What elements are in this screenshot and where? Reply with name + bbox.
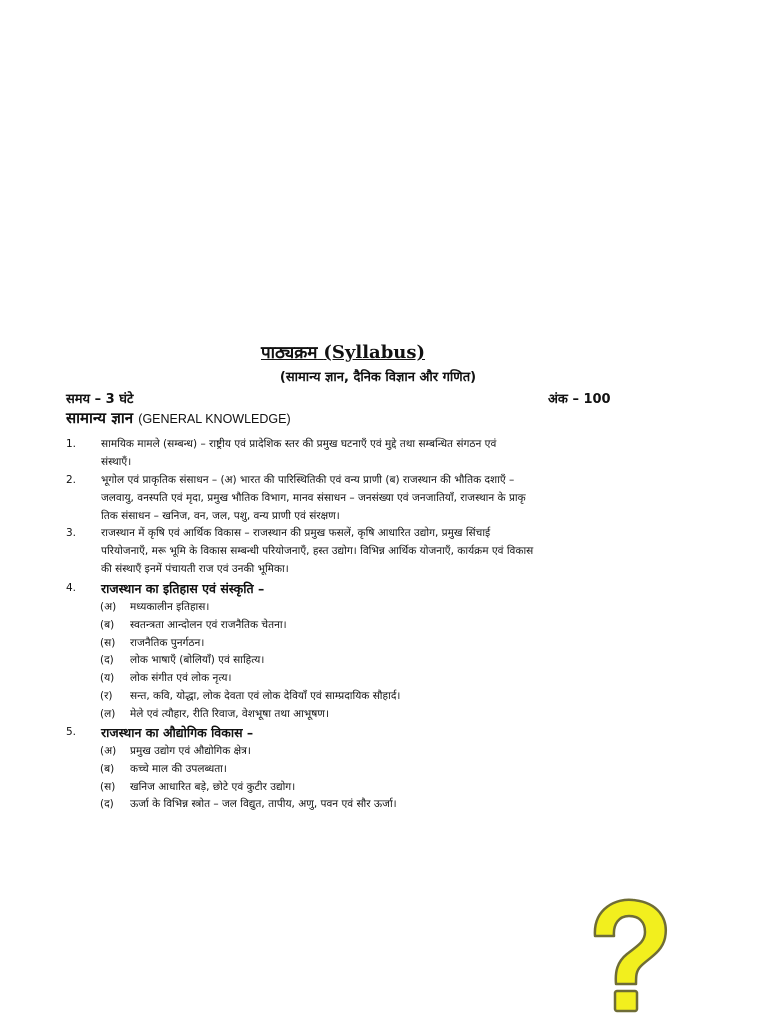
sub-item-label: (ब)	[100, 763, 115, 775]
sub-item-label: (अ)	[100, 601, 117, 613]
item-line: राजस्थान में कृषि एवं आर्थिक विकास – राजस्थान की प्रमुख फसलें, कृषि आधारित उद्योग, प्रमुख सिंचाई	[101, 527, 491, 539]
item-line: भूगोल एवं प्राकृतिक संसाधन – (अ) भारत की पारिस्थितिकी एवं वन्य प्राणी (ब) राजस्थान की भौतिक दशाएँ –	[101, 474, 515, 486]
item-heading: राजस्थान का इतिहास एवं संस्कृति –	[101, 581, 265, 596]
sub-item-text: कच्चे माल की उपलब्धता।	[130, 763, 227, 775]
item-line: की संस्थाएँ इनमें पंचायती राज एवं उनकी भूमिका।	[101, 563, 289, 575]
page-title-latin: (Syllabus)	[323, 342, 426, 363]
sub-item-text: राजनैतिक पुनर्गठन।	[130, 637, 205, 649]
sub-item-text: मेले एवं त्यौहार, रीति रिवाज, वेशभूषा तथा आभूषण।	[130, 708, 329, 720]
item-line: सामयिक मामले (सम्बन्ध) – राष्ट्रीय एवं प्रादेशिक स्तर की प्रमुख घटनाएँ एवं मुद्दे तथा सम्बन्धित संगठन एवं	[101, 438, 497, 450]
item-number: 4.	[66, 582, 77, 594]
sub-item-text: ऊर्जा के विभिन्न स्त्रोत – जल विद्युत, तापीय, अणु, पवन एवं सौर ऊर्जा।	[130, 798, 397, 810]
section-heading-hindi: सामान्य ज्ञान	[66, 409, 134, 427]
exam-time: समय – 3 घंटे	[66, 392, 134, 407]
item-line: परियोजनाएँ, मरू भूमि के विकास सम्बन्धी परियोजनाएँ, हस्त उद्योग। विभिन्न आर्थिक योजनाएँ, कार्यक्रम एवं विकास	[101, 545, 534, 557]
sub-item-label: (स)	[100, 781, 116, 793]
sub-item-label: (द)	[100, 654, 114, 666]
sub-item-label: (र)	[100, 690, 113, 702]
sub-item-text: लोक संगीत एवं लोक नृत्य।	[130, 672, 232, 684]
sub-item-label: (द)	[100, 798, 114, 810]
page-subtitle: (सामान्य ज्ञान, दैनिक विज्ञान और गणित)	[279, 370, 477, 385]
sub-item-text: स्वतन्त्रता आन्दोलन एवं राजनैतिक चेतना।	[130, 619, 287, 631]
sub-item-text: मध्यकालीन इतिहास।	[130, 601, 210, 613]
page-title	[0, 340, 686, 363]
question-mark-icon	[583, 896, 673, 1018]
exam-marks: अंक – 100	[548, 392, 611, 407]
item-number: 5.	[66, 726, 77, 738]
section-heading-english: (GENERAL KNOWLEDGE)	[138, 412, 291, 426]
sub-item-text: सन्त, कवि, योद्धा, लोक देवता एवं लोक देवियाँ एवं साम्प्रदायिक सौहार्द।	[130, 690, 401, 702]
sub-item-label: (स)	[100, 637, 116, 649]
sub-item-text: प्रमुख उद्योग एवं औद्योगिक क्षेत्र।	[130, 745, 251, 757]
item-number: 1.	[66, 438, 77, 450]
item-number: 3.	[66, 527, 77, 539]
sub-item-label: (ल)	[100, 708, 116, 720]
item-line: संस्थाएँ।	[101, 456, 132, 468]
sub-item-label: (अ)	[100, 745, 117, 757]
sub-item-label: (य)	[100, 672, 115, 684]
item-heading: राजस्थान का औद्योगिक विकास –	[101, 725, 254, 740]
sub-item-label: (ब)	[100, 619, 115, 631]
page-title-hindi: पाठ्यक्रम	[260, 343, 318, 363]
item-line: जलवायु, वनस्पति एवं मृदा, प्रमुख भौतिक विभाग, मानव संसाधन – जनसंख्या एवं जनजातियाँ, राजस्थान के प्राकृ	[101, 492, 526, 504]
sub-item-text: खनिज आधारित बड़े, छोटे एवं कुटीर उद्योग।	[130, 781, 296, 793]
sub-item-text: लोक भाषाएँ (बोलियाँ) एवं साहित्य।	[130, 654, 265, 666]
item-number: 2.	[66, 474, 77, 486]
item-line: तिक संसाधन – खनिज, वन, जल, पशु, वन्य प्राणी एवं संरक्षण।	[101, 510, 340, 522]
section-heading	[66, 408, 291, 428]
